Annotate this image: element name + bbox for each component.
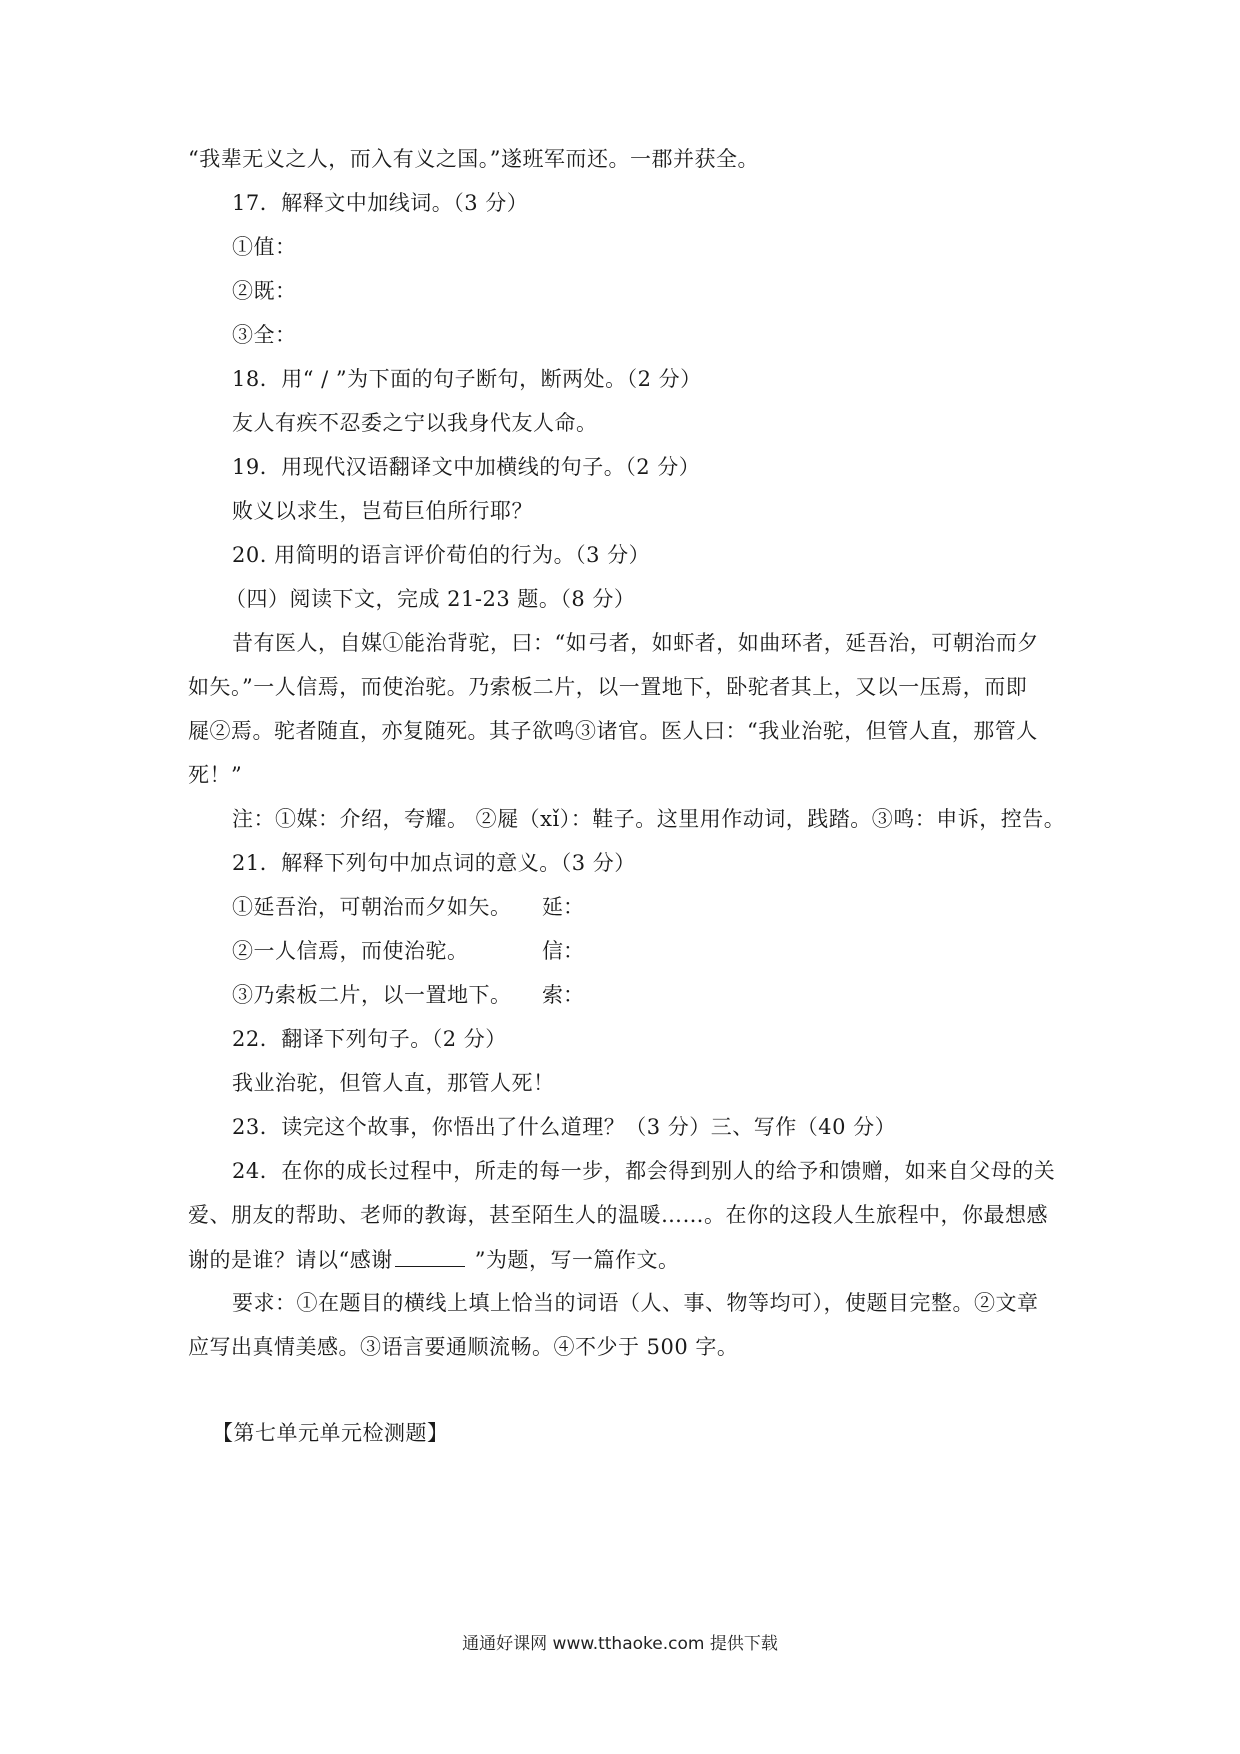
- requirements-line-2: 应写出真情美感。③语言要通顺流畅。④不少于 500 字。: [188, 1335, 739, 1359]
- question-17: 17．解释文中加线词。（3 分）: [232, 191, 529, 215]
- question-17-item-1: ①值：: [232, 235, 297, 259]
- question-17-item-2: ②既：: [232, 279, 297, 303]
- passage-paragraph-line-1: 昔有医人，自媒①能治背驼，曰：“如弓者，如虾者，如曲环者，延吾治，可朝治而夕: [232, 631, 1039, 655]
- question-20: 20. 用简明的语言评价荀伯的行为。（3 分）: [232, 543, 651, 567]
- question-18: 18．用“ / ”为下面的句子断句，断两处。（2 分）: [232, 367, 702, 391]
- passage-paragraph-line-4: 死！”: [188, 763, 243, 787]
- unit-heading: 【第七单元单元检测题】: [212, 1421, 449, 1445]
- question-21-item-1-answer: 延：: [542, 895, 584, 919]
- question-19: 19．用现代汉语翻译文中加横线的句子。（2 分）: [232, 455, 701, 479]
- question-21: 21．解释下列句中加点词的意义。（3 分）: [232, 851, 636, 875]
- section-4-heading: （四）阅读下文，完成 21-23 题。（8 分）: [225, 587, 636, 611]
- question-21-item-3-answer: 索：: [542, 983, 584, 1007]
- question-21-item-2: ②一人信焉，而使治驼。: [232, 939, 469, 963]
- question-19-sentence: 败义以求生，岂荀巨伯所行耶？: [232, 499, 533, 523]
- question-21-item-1: ①延吾治，可朝治而夕如矢。: [232, 895, 512, 919]
- passage-paragraph-line-2: 如矢。”一人信焉，而使治驼。乃索板二片，以一置地下，卧驼者其上，又以一压焉，而即: [188, 675, 1028, 699]
- passage-paragraph-line-3: 屣②焉。驼者随直，亦复随死。其子欲鸣③诸官。医人曰：“我业治驼，但管人直，那管人: [188, 719, 1038, 743]
- requirements-line-1: 要求：①在题目的横线上填上恰当的词语（人、事、物等均可），使题目完整。②文章: [232, 1291, 1039, 1315]
- page-footer: 通通好课网 www.tthaoke.com 提供下载: [462, 1634, 778, 1654]
- question-18-sentence: 友人有疾不忍委之宁以我身代友人命。: [232, 411, 598, 435]
- question-24-prompt-start: 谢的是谁？请以“感谢: [188, 1248, 393, 1272]
- question-22: 22．翻译下列句子。（2 分）: [232, 1027, 507, 1051]
- question-24-line-3: [188, 1244, 680, 1275]
- question-21-item-3: ③乃索板二片，以一置地下。: [232, 983, 512, 1007]
- question-24-prompt-end: ”为题，写一篇作文。: [474, 1248, 680, 1272]
- question-24-line-2: 爱、朋友的帮助、老师的教诲，甚至陌生人的温暖……。在你的这段人生旅程中，你最想感: [188, 1203, 1048, 1227]
- question-23: 23．读完这个故事，你悟出了什么道理？（3 分）三、写作（40 分）: [232, 1115, 897, 1139]
- question-22-sentence: 我业治驼，但管人直，那管人死！: [232, 1071, 555, 1095]
- passage-line: “我辈无义之人，而入有义之国。”遂班军而还。一郡并获全。: [188, 147, 759, 171]
- question-24-line-1: 24．在你的成长过程中，所走的每一步，都会得到别人的给予和馈赠，如来自父母的关: [232, 1159, 1056, 1183]
- question-17-item-3: ③全：: [232, 323, 297, 347]
- question-21-item-2-answer: 信：: [542, 939, 584, 963]
- passage-note: 注：①媒：介绍，夸耀。 ②屣（xǐ）：鞋子。这里用作动词，践踏。③鸣：申诉，控告。: [232, 807, 1066, 831]
- title-fill-blank: [395, 1244, 465, 1267]
